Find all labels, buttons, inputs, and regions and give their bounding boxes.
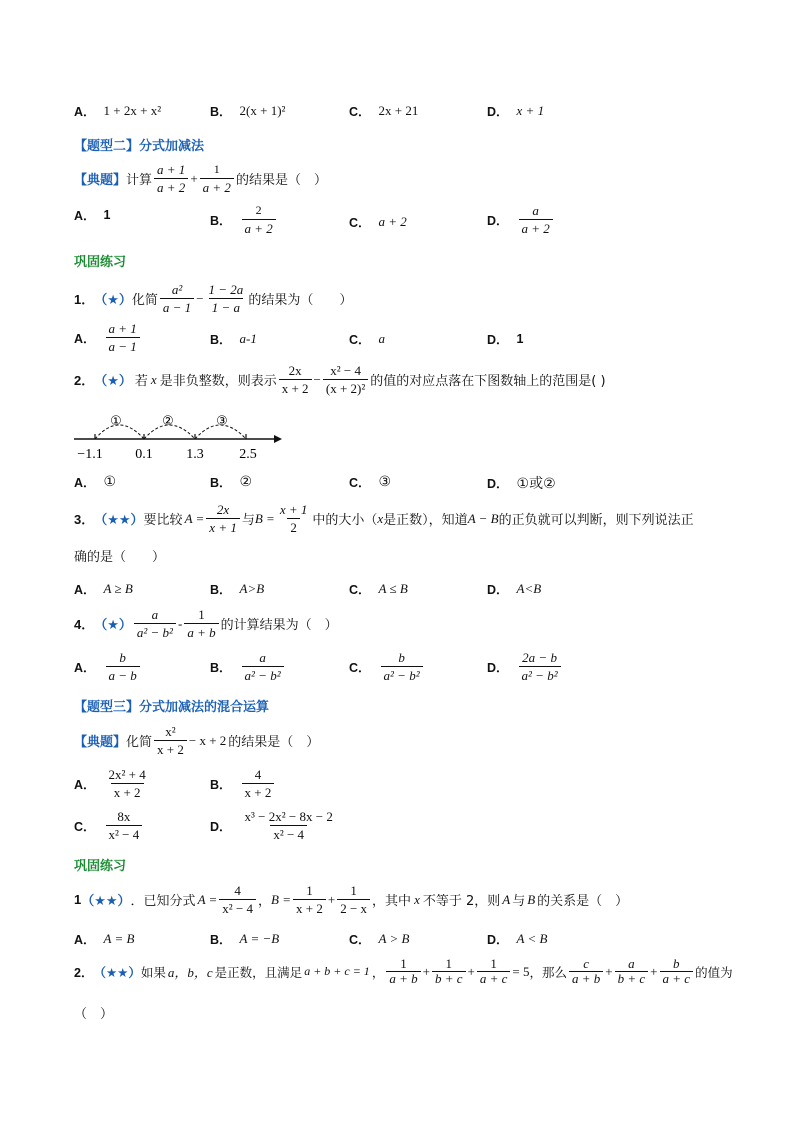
type2-question-3: 3． （★★） 要比较 A = $\frac{2x}{x + 1}$ 与 B = $\frac{x + 1}{2}$ 中的大小（ x 是正数），知道 A − B 的正负就可以判断，则下列说法正: [74, 502, 694, 535]
type2-q1-option-c: C． a: [349, 331, 386, 347]
type2-example-option-a: A． 1: [74, 208, 111, 223]
fraction: $\frac{\text{x³ − 2x² − 8x − 2}}{\text{x² − 4}}$: [244, 809, 333, 842]
type3-example-question: 【典题】 化简 $\frac{\text{x²}}{x + 2}$ − x + 2 的结果是（ ）: [74, 724, 320, 757]
type2-q2-option-b: B． ②: [210, 474, 253, 490]
type3-example-option-b: B． $\frac{4}{x + 2}$: [210, 767, 276, 800]
type2-q1-option-b: B． a-1: [210, 331, 257, 347]
fraction: $\frac{a}{\text{a² − b²}}$: [242, 650, 284, 683]
type2-q2-option-a: A． ①: [74, 474, 117, 490]
practice-heading: 巩固练习: [74, 859, 127, 874]
fraction: $\frac{a}{a + 2}$: [519, 203, 553, 236]
tick-label: 2.5: [239, 447, 257, 462]
fraction: $\frac{1}{a + b}$: [386, 958, 420, 985]
type3-example-option-d: D． $\frac{\text{x³ − 2x² − 8x − 2}}{\text{x² − 4}}$: [210, 809, 338, 842]
region-3-label: ③: [216, 414, 228, 429]
type2-example-option-b: B． $\frac{2}{a + 2}$: [210, 203, 278, 236]
fraction: $\frac{1}{a + 2}$: [200, 162, 234, 195]
type2-question-1: 1． （★） 化简 $\frac{\text{a²}}{a - 1}$ − $\frac{1 - 2a}{1 - a}$ 的结果为（ ）: [74, 282, 353, 315]
fraction: $\frac{\text{2x² + 4}}{x + 2}$: [108, 767, 146, 800]
type2-example-question: 【典题】 计算 $\frac{a + 1}{a + 2}$ + $\frac{1}{a + 2}$ 的结果是（ ）: [74, 162, 327, 195]
fraction: $\frac{\text{x²}}{x + 2}$: [154, 724, 187, 757]
fraction: $\frac{1}{x + 2}$: [293, 883, 326, 916]
section-heading-type3: 【题型三】分式加减法的混合运算: [74, 700, 270, 715]
type3-q1-option-d: D． A < B: [487, 931, 548, 947]
fraction: $\frac{b}{a + c}$: [660, 958, 694, 985]
type2-q4-option-d: D． $\frac{2a - b}{\text{a² − b²}}$: [487, 650, 563, 683]
fraction: $\frac{2}{a + 2}$: [242, 203, 276, 236]
type2-q4-option-a: A． $\frac{b}{a - b}$: [74, 650, 142, 683]
number-line: [70, 405, 285, 463]
top-option-b: B． 2(x + 1)²: [210, 103, 286, 119]
fraction: $\frac{b}{a - b}$: [106, 650, 140, 683]
practice-heading: 巩固练习: [74, 255, 127, 270]
type3-example-option-a: A． $\frac{\text{2x² + 4}}{x + 2}$: [74, 767, 151, 800]
type3-q1-option-a: A． A = B: [74, 931, 135, 947]
type2-q2-option-c: C． ③: [349, 474, 392, 490]
fraction: $\frac{a + 1}{a - 1}$: [106, 321, 140, 354]
type3-q1-option-b: B． A = −B: [210, 931, 280, 947]
type3-question-2: 2． （★★） 如果 a，b，c 是正数，且满足 a + b + c = 1 ， $\frac{1}{a + b}$ + $\frac{1}{b + c}$ + $\frac{1}{a + c}$ = 5 ，那么 $\frac{c}{a + b}$ + $\frac{a}{b + c}$ + $\frac{b}{a + c}$ 的值为: [74, 956, 733, 986]
type3-q1-option-c: C． A > B: [349, 931, 410, 947]
fraction: $\frac{1}{2 - x}$: [337, 883, 370, 916]
fraction: $\frac{a + 1}{a + 2}$: [154, 162, 188, 195]
type2-question-4: 4． （★） $\frac{a}{\text{a² − b²}}$ - $\frac{1}{a + b}$ 的计算结果为（ ）: [74, 607, 338, 640]
fraction: $\frac{1 - 2a}{1 - a}$: [208, 282, 244, 315]
top-option-d: D． x + 1: [487, 103, 545, 119]
type2-q4-option-c: C． $\frac{b}{\text{a² − b²}}$: [349, 650, 425, 683]
type2-q1-option-d: D． 1: [487, 332, 524, 347]
type2-q3-option-d: D． A<B: [487, 581, 542, 597]
type2-q3-option-a: A． A ≥ B: [74, 581, 133, 597]
fraction: $\frac{2x}{x + 1}$: [206, 502, 240, 535]
fraction: $\frac{4}{\text{x² − 4}}$: [219, 883, 256, 916]
type2-question-3-line2: 确的是（ ）: [74, 550, 166, 565]
type3-question-2-line2: （ ）: [74, 1007, 114, 1022]
fraction: $\frac{2x}{x + 2}$: [279, 363, 312, 396]
tick-label: −1.1: [77, 447, 103, 462]
type2-example-option-d: D． $\frac{a}{a + 2}$: [487, 203, 555, 236]
fraction: $\frac{1}{b + c}$: [432, 958, 466, 985]
section-heading-type2: 【题型二】分式加减法: [74, 139, 205, 154]
fraction: $\frac{1}{a + c}$: [477, 958, 511, 985]
type3-example-option-c: C． $\frac{8x}{\text{x² − 4}}$: [74, 809, 144, 842]
type2-q3-option-b: B． A>B: [210, 581, 265, 597]
fraction: $\frac{1}{a + b}$: [184, 607, 218, 640]
fraction: $\frac{4}{x + 2}$: [242, 767, 275, 800]
type2-q4-option-b: B． $\frac{a}{\text{a² − b²}}$: [210, 650, 286, 683]
region-1-label: ①: [110, 414, 122, 429]
type2-q3-option-c: C． A ≤ B: [349, 581, 408, 597]
region-2-label: ②: [162, 414, 174, 429]
fraction: $\frac{2a - b}{\text{a² − b²}}$: [519, 650, 561, 683]
fraction: $\frac{a}{\text{a² − b²}}$: [134, 607, 176, 640]
top-option-a: A． 1 + 2x + x²: [74, 103, 162, 119]
type3-question-1: 1 （★★） ．已知分式 A = $\frac{4}{\text{x² − 4}}$ ， B = $\frac{1}{x + 2}$ + $\frac{1}{2 - x}$ ，其中 x 不等于 2，则 A 与 B 的关系是（ ）: [74, 883, 629, 916]
type2-example-option-c: C． a + 2: [349, 214, 407, 230]
fraction: $\frac{\text{x² − 4}}{\text{(x + 2)²}}$: [323, 363, 368, 396]
type2-question-2: 2． （★） 若 x 是非负整数，则表示 $\frac{2x}{x + 2}$ − $\frac{\text{x² − 4}}{\text{(x + 2)²}}$ 的值的对应点落在下图数轴上的范围是( ): [74, 363, 606, 396]
tick-label: 1.3: [186, 447, 204, 462]
fraction: $\frac{b}{\text{a² − b²}}$: [381, 650, 423, 683]
fraction: $\frac{a}{b + c}$: [615, 958, 649, 985]
tick-label: 0.1: [135, 447, 153, 462]
type2-q1-option-a: A． $\frac{a + 1}{a - 1}$: [74, 321, 142, 354]
type2-q2-option-d: D． ①或②: [487, 476, 556, 492]
fraction: $\frac{x + 1}{2}$: [279, 502, 308, 535]
top-option-c: C． 2x + 21: [349, 103, 419, 119]
fraction: $\frac{c}{a + b}$: [569, 958, 603, 985]
fraction: $\frac{8x}{\text{x² − 4}}$: [106, 809, 143, 842]
fraction: $\frac{\text{a²}}{a - 1}$: [160, 282, 194, 315]
